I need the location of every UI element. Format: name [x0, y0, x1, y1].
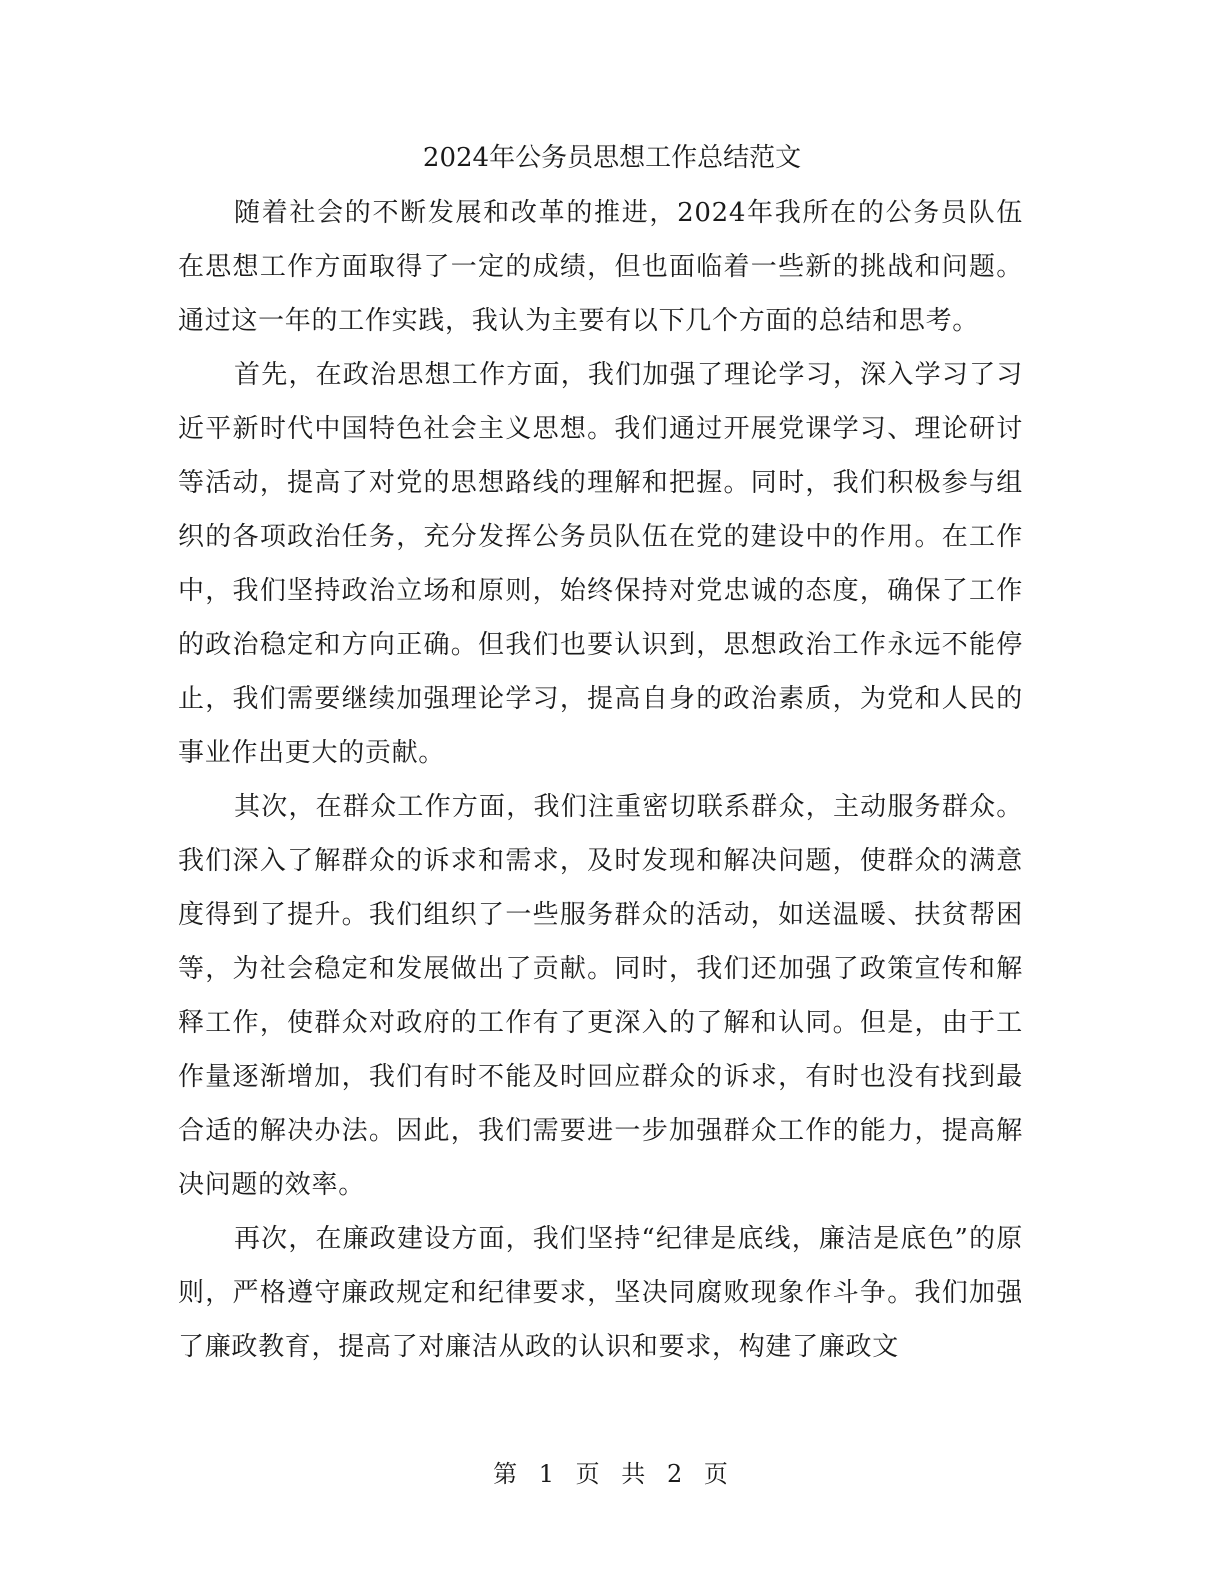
page-number-footer: 第 1 页 共 2 页 [493, 1460, 731, 1488]
document-body [178, 186, 1023, 1374]
document-title: 2024年公务员思想工作总结范文 [422, 143, 802, 173]
paragraph-political-work: 首先，在政治思想工作方面，我们加强了理论学习，深入学习了习近平新时代中国特色社会主义思想。我们通过开展党课学习、理论研讨等活动，提高了对党的思想路线的理解和把握。同时，我们积极参与组织的各项政治任务，充分发挥公务员队伍在党的建设中的作用。在工作中，我们坚持政治立场和原则，始终保持对党忠诚的态度，确保了工作的政治稳定和方向正确。但我们也要认识到，思想政治工作永远不能停止，我们需要继续加强理论学习，提高自身的政治素质，为党和人民的事业作出更大的贡献。 [178, 360, 1023, 768]
paragraph-intro: 随着社会的不断发展和改革的推进，2024年我所在的公务员队伍在思想工作方面取得了一定的成绩，但也面临着一些新的挑战和问题。通过这一年的工作实践，我认为主要有以下几个方面的总结和思考。 [178, 198, 1023, 336]
paragraph-mass-work: 其次，在群众工作方面，我们注重密切联系群众，主动服务群众。我们深入了解群众的诉求和需求，及时发现和解决问题，使群众的满意度得到了提升。我们组织了一些服务群众的活动，如送温暖、扶贫帮困等，为社会稳定和发展做出了贡献。同时，我们还加强了政策宣传和解释工作，使群众对政府的工作有了更深入的了解和认同。但是，由于工作量逐渐增加，我们有时不能及时回应群众的诉求，有时也没有找到最合适的解决办法。因此，我们需要进一步加强群众工作的能力，提高解决问题的效率。 [178, 792, 1023, 1200]
paragraph-integrity: 再次，在廉政建设方面，我们坚持“纪律是底线，廉洁是底色”的原则，严格遵守廉政规定和纪律要求，坚决同腐败现象作斗争。我们加强了廉政教育，提高了对廉洁从政的认识和要求，构建了廉政文 [178, 1224, 1023, 1362]
